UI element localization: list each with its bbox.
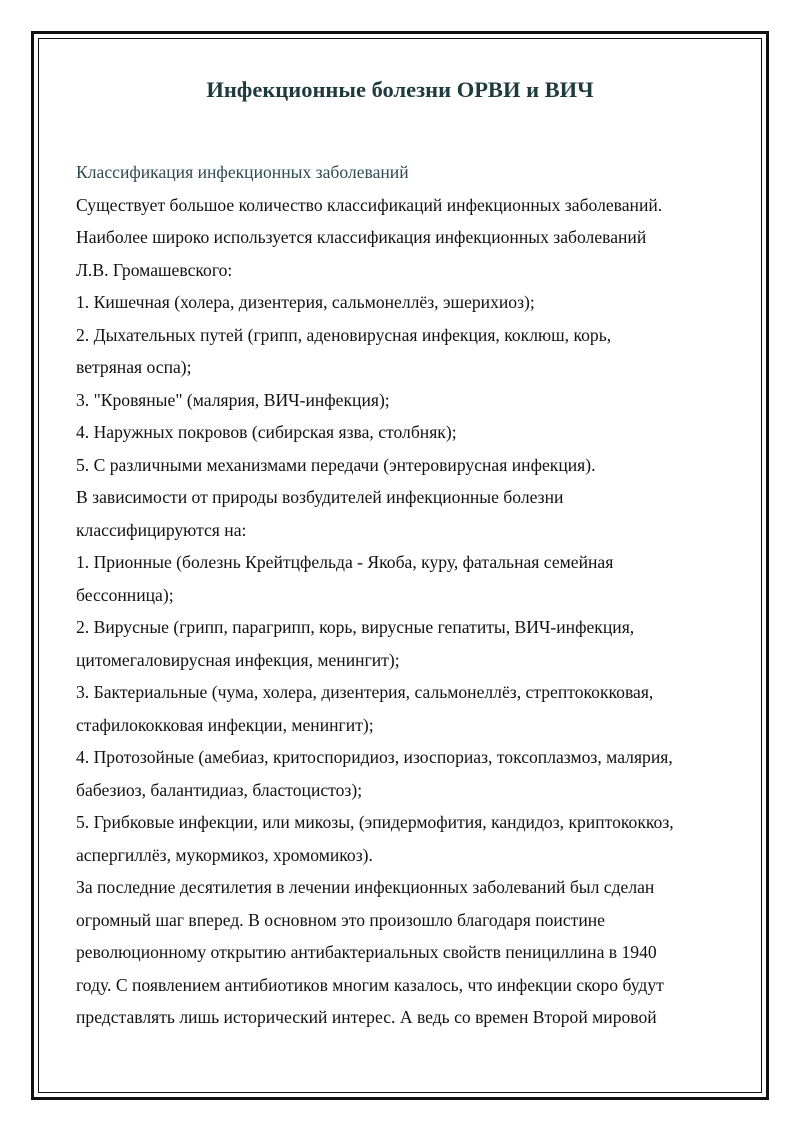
text-line: 5. С различными механизмами передачи (энтеровирусная инфекция). [76,454,596,475]
text-line: году. С появлением антибиотиков многим казалось, что инфекции скоро будут [76,974,664,995]
text-line: 4. Протозойные (амебиаз, критоспоридиоз, изоспориаз, токсоплазмоз, малярия, [76,747,673,767]
text-line: В зависимости от природы возбудителей инфекционные болезни [76,487,564,507]
text-lines [76,189,736,1034]
text-line: классифицируются на: [76,519,247,540]
text-line: 5. Грибковые инфекции, или микозы, (эпидермофития, кандидоз, криптококкоз, [76,812,674,832]
text-line: 4. Наружных покровов (сибирская язва, столбняк); [76,422,457,442]
text-line: Л.В. Громашевского: [76,259,233,280]
text-line: стафилококковая инфекции, менингит); [76,714,374,735]
text-line: 1. Кишечная (холера, дизентерия, сальмонеллёз, эшерихиоз); [76,292,535,312]
text-line: За последние десятилетия в лечении инфекционных заболеваний был сделан [76,877,655,897]
section-heading: Классификация инфекционных заболеваний [76,162,409,182]
text-line: аспергиллёз, мукормикоз, хромомикоз). [76,844,373,865]
text-line: бессонница); [76,584,174,605]
document-title: Инфекционные болезни ОРВИ и ВИЧ [206,77,594,102]
text-line: 3. Бактериальные (чума, холера, дизентерия, сальмонеллёз, стрептококковая, [76,682,654,702]
text-line: революционному открытию антибактериальных свойств пенициллина в 1940 [76,942,657,962]
text-line: Существует большое количество классификаций инфекционных заболеваний. [76,194,663,215]
text-line: бабезиоз, балантидиаз, бластоцистоз); [76,779,363,800]
text-line: 3. "Кровяные" (малярия, ВИЧ-инфекция); [76,389,390,410]
text-line: 2. Дыхательных путей (грипп, аденовирусная инфекция, коклюш, корь, [76,324,612,345]
text-line: цитомегаловирусная инфекция, менингит); [76,649,400,670]
text-line: представлять лишь исторический интерес. А ведь со времен Второй мировой [76,1007,657,1027]
text-line: 1. Прионные (болезнь Крейтцфельда - Якоба, куру, фатальная семейная [76,552,614,572]
text-line: 2. Вирусные (грипп, парагрипп, корь, вирусные гепатиты, ВИЧ-инфекция, [76,617,635,637]
text-line: огромный шаг вперед. В основном это произошло благодаря поистине [76,909,605,930]
document-body [76,156,736,1034]
text-line: ветряная оспа); [76,357,192,377]
text-line: Наиболее широко используется классификация инфекционных заболеваний [76,227,647,247]
